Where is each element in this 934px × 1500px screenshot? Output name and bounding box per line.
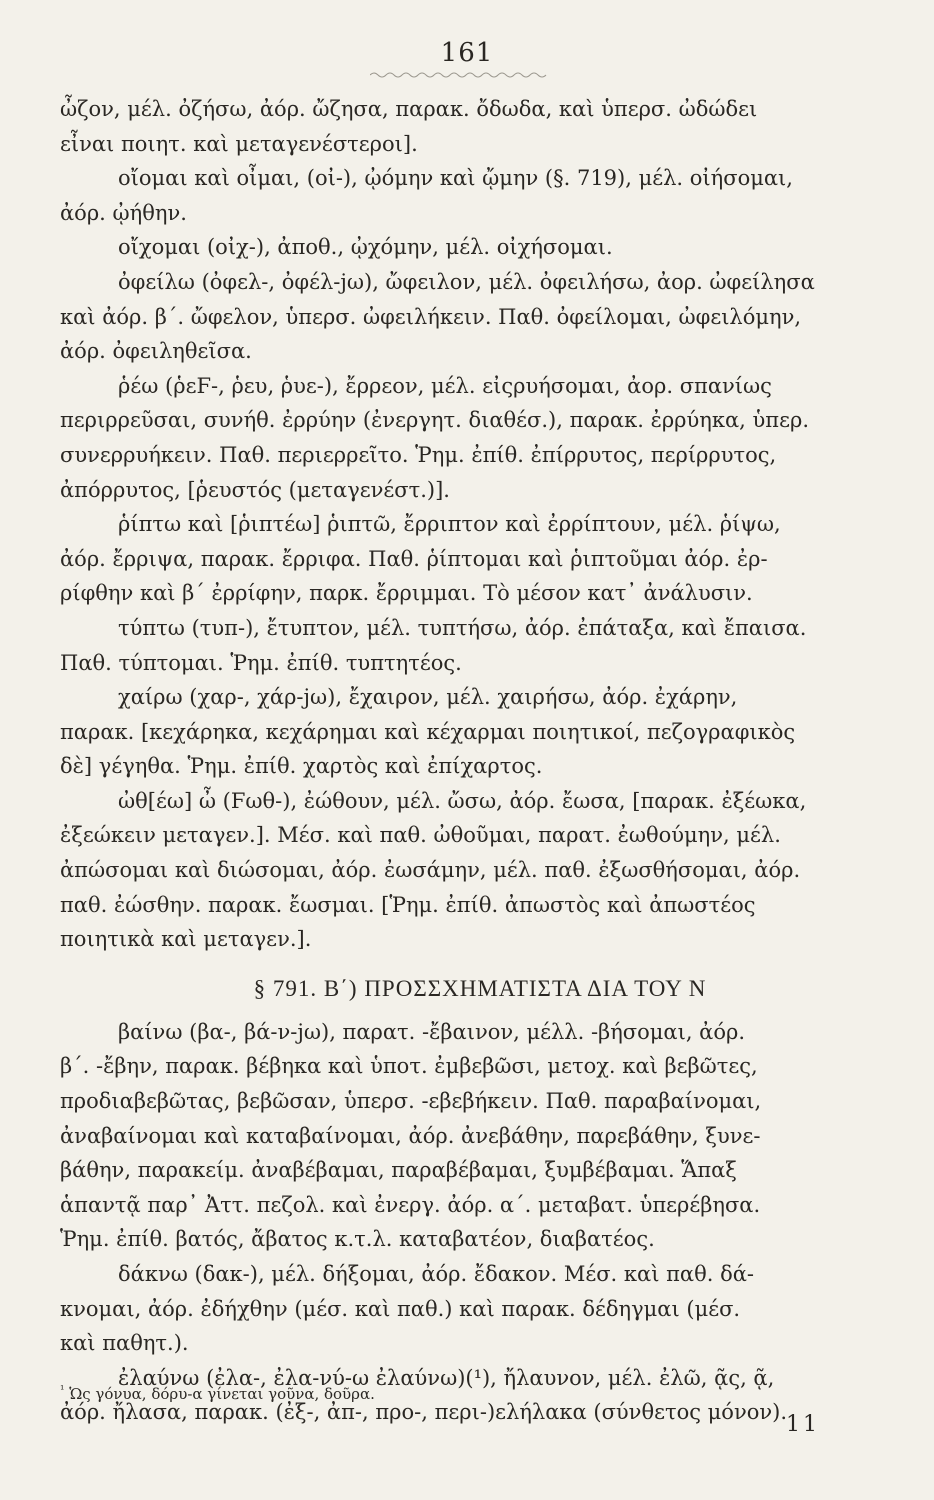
text-line: Ῥημ. ἐπίθ. βατός, ἄβατος κ.τ.λ. καταβατέον, διαβατέος. [60,1227,655,1252]
text-line: ρίφθην καὶ β΄ ἐρρίφην, παρκ. ἔρριμμαι. Τὸ μέσον κατ᾽ ἀνάλυσιν. [60,581,753,606]
text-line: ἀπώσομαι καὶ διώσομαι, ἀόρ. ἐωσάμην, μέλ. παθ. ἐξωσθήσομαι, ἀόρ. [60,858,801,883]
signature-mark: 11 [786,1412,820,1437]
footnote [60,1383,375,1403]
text-line: ἀόρ. ἔρριψα, παρακ. ἔρριφα. Παθ. ῥίπτομαι καὶ ῥιπτοῦμαι ἀόρ. ἐρ- [60,546,768,571]
text-line: ὀφείλω (ὀφελ-, ὀφέλ-jω), ὤφειλον, μέλ. ὀφειλήσω, ἀορ. ὠφείλησα [118,269,815,294]
text-line: ἀπόρρυτος, [ῥευστός (μεταγενέστ.)]. [60,477,450,502]
text-line: βαίνω (βα-, βά-ν-jω), παρατ. -ἔβαινον, μέλλ. -βήσομαι, ἀόρ. [118,1019,746,1044]
entries-before-section [60,92,860,957]
section-heading: § 791. Β΄) ΠΡΟΣΣΧΗΜΑΤΙΣΤΑ ΔΙΑ ΤΟΥ Ν [253,975,707,1001]
text-line: δὲ] γέγηθα. Ῥημ. ἐπίθ. χαρτὸς καὶ ἐπίχαρτος. [60,754,543,779]
text-line: ῥέω (ῥεϜ-, ῥευ, ῥυε-), ἔρρεον, μέλ. εἰςρυήσομαι, ἀορ. σπανίως [118,373,772,398]
text-line: συνερρυήκειν. Παθ. περιερρεῖτο. Ῥημ. ἐπίθ. ἐπίρρυτος, περίρρυτος, [60,442,777,467]
text-line: οἴχομαι (οἰχ-), ἀποθ., ᾠχόμην, μέλ. οἰχήσομαι. [118,235,613,260]
text-line: εἶναι ποιητ. καὶ μεταγενέστεροι]. [60,131,418,156]
text-line: ὦζον, μέλ. ὀζήσω, ἀόρ. ὤζησα, παρακ. ὄδωδα, καὶ ὑπερσ. ὠδώδει [60,97,758,121]
text-line: τύπτω (τυπ-), ἔτυπτον, μέλ. τυπτήσω, ἀόρ. ἐπάταξα, καὶ ἔπαισα. [118,615,807,640]
page-number: 161 [440,38,494,68]
text-line: καὶ ἀόρ. β΄. ὤφελον, ὑπερσ. ὠφειλήκειν. Παθ. ὀφείλομαι, ὠφειλόμην, [60,304,802,329]
text-line: βάθην, παρακείμ. ἀναβέβαμαι, παραβέβαμαι, ξυμβέβαμαι. Ἅπαξ [60,1158,737,1183]
text-line: ἁπαντᾷ παρ᾽ Ἀττ. πεζολ. καὶ ἐνεργ. ἀόρ. α΄. μεταβατ. ὑπερέβησα. [60,1192,761,1217]
text-line: ἐλαύνω (ἐλα-, ἐλα-νύ-ω ἐλαύνω)(¹), ἤλαυνον, μέλ. ἐλῶ, ᾷς, ᾷ, [118,1365,775,1390]
text-line: προδιαβεβῶτας, βεβῶσαν, ὑπερσ. -εβεβήκειν. Παθ. παραβαίνομαι, [60,1089,762,1114]
entries-after-section [60,1015,860,1430]
text-line: ῥίπτω καὶ [ῥιπτέω] ῥιπτῶ, ἔρριπτον καὶ ἐρρίπτουν, μέλ. ῥίψω, [118,512,781,537]
footnote-text: Ὡς γόνυα, δόρυ-α γίνεται γοῦνα, δοῦρα. [69,1385,375,1403]
text-line: β΄. -ἔβην, παρακ. βέβηκα καὶ ὑποτ. ἐμβεβῶσι, μετοχ. καὶ βεβῶτες, [60,1054,758,1079]
text-line: κνομαι, ἀόρ. ἐδήχθην (μέσ. καὶ παθ.) καὶ παρακ. δέδηγμαι (μέσ. [60,1296,741,1321]
text-line: ἐξεώκειν μεταγεν.]. Μέσ. καὶ παθ. ὠθοῦμαι, παρατ. ἐωθούμην, μέλ. [60,823,781,848]
text-line: παρακ. [κεχάρηκα, κεχάρημαι καὶ κέχαρμαι ποιητικοί, πεζογραφικὸς [60,719,796,744]
text-line: παθ. ἐώσθην. παρακ. ἔωσμαι. [Ῥημ. ἐπίθ. ἀπωστὸς καὶ ἀπωστέος [60,892,756,917]
main-text [60,92,860,1430]
text-line: ἀόρ. ὀφειληθεῖσα. [60,339,252,364]
text-line: ἀόρ. ἤλασα, παρακ. (ἐξ-, ἀπ-, προ-, περι-)ελήλακα (σύνθετος μόνον). [60,1400,787,1425]
text-line: χαίρω (χαρ-, χάρ-jω), ἔχαιρον, μέλ. χαιρήσω, ἀόρ. ἐχάρην, [118,685,738,710]
header-ornament [370,70,550,80]
text-line: δάκνω (δακ-), μέλ. δήξομαι, ἀόρ. ἔδακον. Μέσ. καὶ παθ. δά- [118,1262,755,1286]
text-line: ποιητικὰ καὶ μεταγεν.]. [60,927,312,952]
text-line: ἀναβαίνομαι καὶ καταβαίνομαι, ἀόρ. ἀνεβάθην, παρεβάθην, ξυνε- [60,1123,761,1148]
text-line: ὠθ[έω] ὦ (Ϝωθ-), ἐώθουν, μέλ. ὤσω, ἀόρ. ἔωσα, [παρακ. ἐξέωκα, [118,788,807,813]
footnote-marker: ¹ [60,1383,65,1396]
text-line: ἀόρ. ᾠήθην. [60,200,187,225]
text-line: Παθ. τύπτομαι. Ῥημ. ἐπίθ. τυπτητέος. [60,650,462,675]
text-line: περιρρεῦσαι, συνήθ. ἐρρύην (ἐνεργητ. διαθέσ.), παρακ. ἐρρύηκα, ὑπερ. [60,408,809,433]
text-line: οἴομαι καὶ οἶμαι, (οἰ-), ᾠόμην καὶ ᾤμην (§. 719), μέλ. οἰήσομαι, [118,166,793,191]
text-line: καὶ παθητ.). [60,1331,189,1356]
